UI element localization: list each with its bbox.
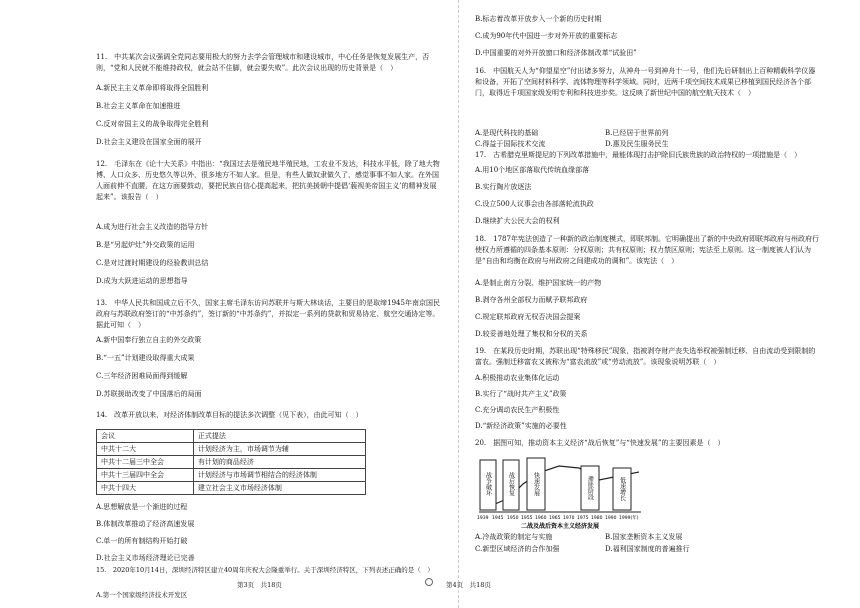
figure-box-3 bbox=[527, 458, 545, 510]
figure-box-1 bbox=[480, 460, 496, 510]
figure-box-label: 低速增长 bbox=[618, 477, 626, 501]
table-cell: 建立社会主义市场经济体制 bbox=[193, 482, 365, 495]
year-label: 1955 bbox=[521, 516, 533, 521]
page-divider bbox=[458, 0, 459, 608]
option-13a: A.新中国奉行独立自主的外交政策 bbox=[96, 336, 202, 344]
table-cell: 中共十二大 bbox=[97, 443, 194, 456]
option-11a: A.新民主主义革命即将取得全国胜利 bbox=[96, 84, 209, 92]
option-12c: C.是对过渡时期建设的经验教训总结 bbox=[96, 259, 209, 267]
option-17c: C.设立500人议事会由各部落轮流执政 bbox=[475, 200, 594, 208]
option-14a: A.思想解放是一个渐进的过程 bbox=[96, 503, 188, 511]
year-label: 1980 bbox=[591, 516, 603, 521]
year-label: 1939 bbox=[477, 516, 489, 521]
figure-box-label: 快速发展 bbox=[532, 472, 540, 496]
option-19d: D.“新经济政策”实施的必要性 bbox=[475, 422, 567, 430]
option-20b: B.国家垄断资本主义发展 bbox=[605, 533, 683, 541]
option-11d: D.社会主义建设在国家全面的展开 bbox=[96, 138, 202, 146]
option-16a: A.是现代科技的基础 bbox=[475, 129, 539, 137]
question-12: 12. 毛泽东在《论十大关系》中指出：“我国过去是殖民地半殖民地，工农业不发达，科技水平低，除了地大物博、人口众多、历史悠久等以外，很多地方不如人家。但是，有些人做奴隶做久了，感觉事事不如人家。在外国人面前伸不直腰，在这方面要鼓动，要把民族自信心提高起来，把抗美援朝中提倡‘藐视美帝国主义’的精神发展起来”。该报告（ ） bbox=[96, 160, 440, 201]
option-15d: D.中国重要的对外开放窗口和经济体制改革“试验田” bbox=[475, 49, 637, 57]
figure-caption: 二战及战后资本主义经济发展 bbox=[520, 523, 600, 530]
option-19a: A.积极推动农业集体化运动 bbox=[475, 374, 560, 382]
option-13b: B.“一五”计划建设取得重大成果 bbox=[96, 354, 195, 362]
page-footer-left: 第3页 共18页 bbox=[237, 581, 282, 589]
option-14b: B.体制改革推动了经济高速发展 bbox=[96, 520, 195, 528]
option-16c: C.得益于国际技术交流 bbox=[475, 140, 546, 148]
option-20c: C.新型区域经济的合作加强 bbox=[475, 545, 560, 553]
figure-box-label: 滞胀阶段 bbox=[586, 476, 594, 500]
option-12d: D.成为大跃进运动的思想指导 bbox=[96, 277, 188, 285]
figure-box-label: 战争破坏 bbox=[484, 472, 492, 496]
figure-box-4 bbox=[581, 466, 599, 510]
option-15a: A.第一个国家级经济技术开发区 bbox=[96, 591, 188, 599]
option-18d: D.较妥善地处理了集权和分权的关系 bbox=[475, 330, 588, 338]
economy-development-figure bbox=[475, 454, 645, 530]
option-17b: B.实行陶片放逐法 bbox=[475, 183, 532, 191]
table-header-cell: 正式提法 bbox=[193, 430, 365, 443]
table-row bbox=[97, 456, 366, 469]
reform-table bbox=[96, 429, 366, 495]
page-footer-right: 第4页 共18页 bbox=[446, 581, 491, 589]
year-label: 1970 bbox=[563, 516, 575, 521]
option-16b: B.已经居于世界前列 bbox=[605, 129, 669, 137]
option-17d: D.继续扩大公民大会的权利 bbox=[475, 217, 560, 225]
option-17a: A.用10个地区部落取代传统血缘部落 bbox=[475, 166, 590, 174]
table-cell: 有计划的商品经济 bbox=[193, 456, 365, 469]
option-12b: B.是“另起炉灶”外交政策的运用 bbox=[96, 241, 195, 249]
year-label: 1945 bbox=[492, 516, 504, 521]
binding-mark-icon bbox=[425, 578, 433, 586]
option-12a: A.成为进行社会主义改造的指导方针 bbox=[96, 223, 209, 231]
question-18: 18. 1787年宪法创造了一种新的政治制度模式，即联邦制。它明确提出了新的中央政府即联邦政府与州政府行使权力所遵循的四条基本原则：分权原则；共有权原则；权力禁区原则；宪法至上原则。这一制度被人们认为是“自由和均衡在政府与州政府之间建成功的调和”。该宪法（ ） bbox=[475, 235, 819, 265]
question-13: 13. 中华人民共和国成立后不久，国家主席毛泽东访问苏联并与斯大林谈话，主要目的是取缔1945年南京国民政府与苏联政府签订的“中苏条约”，签订新的“中苏条约”，并拟定一系列的贷款和贸易协定、航空交通协定等。据此可知（ ） bbox=[96, 299, 440, 329]
question-17: 17. 古希腊克里斯提尼的下列改革措施中，最能体现打击护除旧氏族贵族的政治特权的一项措施是（ ） bbox=[475, 151, 802, 159]
option-18a: A.是制止南方分裂、维护国家统一的产物 bbox=[475, 279, 602, 287]
option-11c: C.反对帝国主义的战争取得完全胜利 bbox=[96, 120, 209, 128]
option-20a: A.冷战政策的制定与实施 bbox=[475, 533, 553, 541]
table-row bbox=[97, 443, 366, 456]
table-cell: 中共十三届四中全会 bbox=[97, 469, 194, 482]
table-cell: 计划经济与市场调节相结合的经济体制 bbox=[193, 469, 365, 482]
year-label: 1960 bbox=[535, 516, 547, 521]
option-11b: B.社会主义革命在加速推进 bbox=[96, 102, 181, 110]
option-18b: B.剥夺各州全部权力而赋予联邦政府 bbox=[475, 296, 588, 304]
option-15c: C.成为90年代中国进一步对外开放的重要标志 bbox=[475, 32, 618, 40]
year-label: 1950 bbox=[507, 516, 519, 521]
figure-box-5 bbox=[613, 468, 631, 510]
question-15: 15. 2020年10月14日，深圳经济特区建立40周年庆祝大会隆重举行。关于深圳经济特区，下列表述正确的是（ ） bbox=[96, 566, 434, 574]
option-19b: B.实行了“战时共产主义”政策 bbox=[475, 390, 567, 398]
question-20: 20. 据图可知，推动资本主义经济“战后恢复”与“快速发展”的主要因素是（ ） bbox=[475, 439, 725, 447]
options-20 bbox=[475, 532, 820, 558]
option-18c: C.规定联邦政府无权否决国会提案 bbox=[475, 313, 581, 321]
table-cell: 中共十二届三中全会 bbox=[97, 456, 194, 469]
option-15b: B.标志着改革开放步入一个新的历史时期 bbox=[475, 15, 602, 23]
option-16d: D.惠及民生服务民生 bbox=[605, 140, 669, 148]
table-cell: 中共十四大 bbox=[97, 482, 194, 495]
table-header-cell: 会议 bbox=[97, 430, 194, 443]
year-label: 1965 bbox=[549, 516, 561, 521]
table-header-row bbox=[97, 430, 366, 443]
year-label: 1975 bbox=[577, 516, 589, 521]
option-19c: C.充分调动农民生产积极性 bbox=[475, 406, 560, 414]
year-label: 1999(年) bbox=[619, 516, 639, 521]
figure-box-label: 战后恢复 bbox=[507, 472, 515, 496]
year-label: 1990 bbox=[605, 516, 617, 521]
figure-box-2 bbox=[503, 460, 519, 510]
question-16: 16. 中国航天人为“仰望星空”付出诸多努力，从神舟一号到神舟十一号，他们先后研制出上百种精载科学仪器和设备，开拓了空间材料科学、流体物理等科学领域。同时，近两千项空间技术成果已移植到国民经济各个部门，取得近千项国家级发明专利和科技进步奖。这反映了新世纪中国的航空航天技术（ ） bbox=[475, 67, 816, 97]
question-14: 14. 改革开放以来，对经济体制改革目标的提法多次调整（见下表），由此可知（ ） bbox=[96, 411, 363, 419]
question-19: 19. 在某段历史时期，苏联出现“特殊移民”现象，指被剥夺财产丧失选举权被强制迁移、自由流动受到限制的富农。强制迁移富农又被称为“富农流放”或“劳动流放”。该现象说明苏联（ ） bbox=[475, 347, 816, 366]
option-20d: D.福利国家制度的普遍推行 bbox=[605, 545, 690, 553]
option-13c: C.三年经济困难局面得到缓解 bbox=[96, 372, 188, 380]
option-14c: C.单一的所有制结构开始打破 bbox=[96, 537, 188, 545]
table-row bbox=[97, 482, 366, 495]
question-11: 11. 中共某次会议强调全党同志要用极大的努力去学会管理城市和建设城市，中心任务是恢复发展生产，否则，“党和人民就不能维持政权，就会站不住脚，就会要失败”。此次会议出现的历史背景是（ ） bbox=[96, 53, 430, 72]
table-row bbox=[97, 469, 366, 482]
option-14d: D.社会主义市场经济理论已完善 bbox=[96, 554, 195, 562]
table-cell: 计划经济为主，市场调节为辅 bbox=[193, 443, 365, 456]
option-13d: D.苏联援助改变了中国落后的局面 bbox=[96, 390, 202, 398]
